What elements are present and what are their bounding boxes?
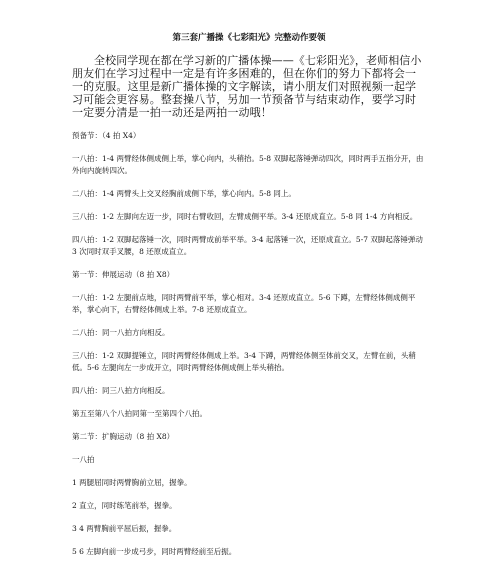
paragraph: 三八拍：1-2 左脚向左迈一步，同时右臂收回，左臂成侧平举。3-4 还原成直立。5-8 同 1-4 方向相反。: [72, 212, 418, 221]
intro-paragraph: 全校同学现在都在学习新的广播体操——《七彩阳光》，老师相信小朋友们在学习过程中一定是有许多困难的，但在你们的努力下都将会一一的克服。这里是新广播体操的文字解读，请小朋友们对照视频一起学习可能会更容易。整套操八节，另加一节预备节与结束动作，要学习时一定要分清是一拍一动还是两拍一动哦！: [72, 54, 422, 119]
paragraph: 四八拍：同三八拍方向相反。: [72, 386, 170, 395]
paragraph: 1 两腿屈同时两臂胸前立屈，握拳。: [72, 478, 192, 487]
paragraph: 预备节：（4 拍 X4）: [72, 131, 141, 140]
paragraph: 第二节：扩胸运动（8 拍 X8）: [72, 432, 175, 441]
paragraph: 3 4 两臂胸前平屈后振，握拳。: [72, 524, 177, 533]
paragraph: 2 直立，同时练笔前举，握拳。: [72, 501, 177, 510]
document-title: 第三套广播操《七彩阳光》完整动作要领: [172, 33, 326, 43]
paragraph: 5 6 左脚向前一步成弓步，同时两臂经前至后振。: [72, 547, 237, 556]
paragraph: 二八拍：同一八拍方向相反。: [72, 328, 170, 337]
paragraph: 四八拍：1-2 双脚起落锤一次，同时两臂成前举平举。3-4 起落锤一次，还原成直立。5-7 双脚起落锤弹动 3 次同时双手叉腰，8 还原成直立。: [72, 235, 423, 256]
paragraph: 二八拍：1-4 两臂头上交叉经胸前成侧下举，掌心向内。5-8 同上。: [72, 189, 296, 198]
paragraph: 三八拍：1-2 双脚提锤立，同时两臂经体侧成上举。3-4 下蹲，两臂经体侧至体前交叉，左臂在前，头稍低。5-6 左腿向左一步成开立，同时两臂经体侧成侧上举头稍抬。: [72, 351, 416, 372]
paragraph: 第五至第八个八拍同第一至第四个八拍。: [72, 409, 207, 418]
paragraph: 一八拍：1-4 两臂经体侧成侧上举，掌心向内，头稍抬。5-8 双脚起落锤弹动四次，同时两手五指分开，由外向内旋转四次。: [72, 154, 424, 175]
paragraph: 第一节：伸展运动（8 拍 X8）: [72, 270, 175, 279]
paragraph: 一八拍: [72, 455, 95, 464]
paragraph: 一八拍：1-2 左腿前点地，同时两臂前平举，掌心相对。3-4 还原成直立。5-6 下蹲，左臂经体侧成侧平举，掌心向下，右臂经体侧成上举。7-8 还原成直立。: [72, 293, 416, 314]
